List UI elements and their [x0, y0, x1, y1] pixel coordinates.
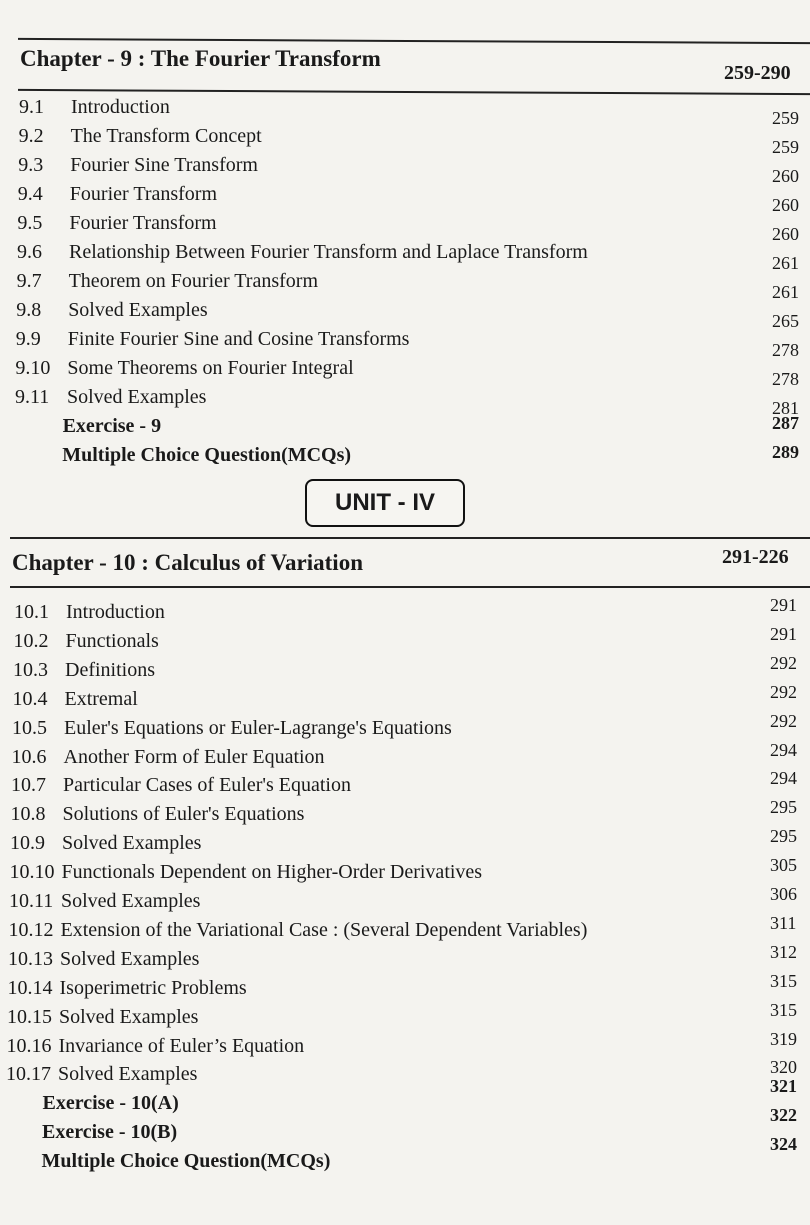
chapter-9-page-range: 259-290: [724, 62, 791, 84]
toc-entry-number: 10.14: [7, 976, 53, 999]
toc-entry-number: 10.2: [13, 629, 49, 652]
toc-entry: [18, 183, 217, 206]
toc-entry-label: Euler's Equations or Euler-Lagrange's Equations: [64, 716, 452, 739]
toc-entry-label: Solved Examples: [67, 386, 207, 408]
toc-entry-page: 292: [770, 681, 797, 702]
toc-extra-entry: Multiple Choice Question(MCQs): [41, 1150, 331, 1173]
toc-entry-number: 10.4: [12, 687, 48, 710]
toc-entry-number: 10.10: [9, 861, 55, 884]
toc-entry-number: 10.15: [7, 1005, 52, 1028]
unit-badge: UNIT - IV: [305, 479, 465, 527]
toc-entry-label: Solved Examples: [60, 947, 200, 970]
toc-entry-page: 292: [770, 710, 797, 731]
toc-entry: [8, 948, 199, 971]
toc-entry: [12, 746, 325, 769]
toc-entry: [15, 357, 353, 380]
toc-entry-number: 10.5: [12, 716, 47, 739]
toc-extra-page: 287: [772, 413, 799, 433]
toc-entry-label: Solved Examples: [62, 832, 202, 855]
toc-entry-number: 10.11: [9, 890, 54, 912]
toc-entry-label: Introduction: [66, 601, 165, 623]
chapter-10-title: Chapter - 10 : Calculus of Variation: [12, 550, 363, 575]
toc-entry: [7, 1035, 305, 1058]
toc-entry-number: 10.1: [14, 601, 49, 623]
toc-entry: [17, 241, 588, 264]
toc-entry-label: Particular Cases of Euler's Equation: [63, 774, 351, 797]
toc-entry: [12, 717, 452, 740]
toc-entry-label: Introduction: [71, 96, 170, 118]
toc-entry-label: Solved Examples: [59, 1005, 199, 1028]
toc-entry: [17, 270, 318, 293]
toc-entry-number: 9.5: [17, 212, 43, 234]
toc-entry-number: 10.13: [8, 947, 53, 970]
toc-extra-entry: Exercise - 9: [62, 415, 162, 437]
toc-entry-number: 10.7: [11, 774, 46, 797]
toc-entry-number: 9.6: [17, 241, 42, 263]
toc-extra-page: 324: [770, 1134, 797, 1155]
toc-entry: [10, 861, 483, 884]
toc-entry: [10, 832, 201, 855]
toc-entry-number: 10.8: [10, 803, 46, 826]
toc-entry: [11, 774, 351, 797]
chapter-10-page-range: 291-226: [722, 546, 789, 568]
toc-extra-entry: Exercise - 10(B): [42, 1121, 178, 1144]
toc-entry-page: 315: [770, 970, 797, 991]
toc-entry-number: 10.3: [13, 658, 48, 681]
toc-entry-page: 259: [772, 108, 799, 128]
chapter-9-top-rule: [18, 38, 810, 44]
toc-entry: [8, 977, 247, 1000]
toc-entry-number: 9.10: [15, 357, 51, 379]
toc-entry-label: Solutions of Euler's Equations: [62, 803, 305, 826]
toc-entry-page: 295: [770, 797, 797, 818]
toc-entry-page: 295: [770, 826, 797, 847]
toc-entry: [13, 659, 155, 682]
toc-entry-number: 10.6: [11, 745, 47, 768]
toc-entry-label: Fourier Sine Transform: [70, 154, 258, 176]
toc-entry-page: 315: [770, 999, 797, 1020]
toc-entry-page: 311: [770, 912, 797, 933]
toc-entry: [19, 125, 262, 148]
toc-entry: [9, 919, 588, 942]
toc-entry-number: 9.11: [15, 386, 50, 408]
toc-entry: [16, 328, 410, 351]
toc-entry-page: 278: [772, 340, 799, 360]
toc-entry-page: 292: [770, 652, 797, 673]
toc-entry-page: 261: [772, 282, 799, 302]
toc-entry-label: Finite Fourier Sine and Cosine Transforms: [67, 328, 410, 350]
toc-entry-page: 278: [772, 369, 799, 389]
toc-entry: [11, 803, 305, 826]
toc-entry: [6, 1063, 197, 1086]
toc-extra-entry: Multiple Choice Question(MCQs): [62, 444, 352, 466]
toc-entry: [14, 630, 159, 653]
toc-entry-page: 306: [770, 884, 797, 904]
toc-entry-page: 291: [770, 623, 797, 644]
toc-entry-page: 260: [772, 224, 799, 244]
toc-entry-page: 281: [772, 398, 799, 418]
toc-entry-label: Fourier Transform: [69, 212, 217, 234]
toc-entry: [9, 890, 200, 913]
toc-entry-page: 312: [770, 941, 797, 962]
toc-entry-number: 9.3: [18, 154, 44, 176]
toc-entry: [15, 386, 206, 409]
toc-entry-label: Extremal: [64, 687, 138, 710]
toc-entry-label: Definitions: [65, 658, 155, 681]
toc-entry: [19, 96, 170, 119]
toc-entry-page: 260: [772, 195, 799, 215]
toc-entry-number: 9.4: [17, 183, 43, 205]
toc-entry-label: Fourier Transform: [69, 183, 218, 205]
chapter-9-bottom-rule: [18, 89, 810, 95]
toc-entry-number: 10.16: [6, 1034, 52, 1057]
toc-entry-label: Isoperimetric Problems: [59, 976, 247, 999]
toc-entry: [13, 688, 138, 711]
toc-entry: [14, 601, 165, 624]
toc-extra-page: 321: [770, 1076, 797, 1097]
toc-entry-page: 265: [772, 311, 799, 331]
toc-entry-number: 9.9: [15, 328, 41, 350]
toc-entry: [16, 299, 207, 322]
toc-entry-page: 294: [770, 768, 797, 789]
toc-entry-label: Solved Examples: [61, 890, 201, 912]
toc-entry-label: The Transform Concept: [70, 125, 262, 147]
chapter-9-title: Chapter - 9 : The Fourier Transform: [20, 46, 381, 71]
toc-extra-page: 289: [772, 442, 799, 462]
toc-entry-label: Some Theorems on Fourier Integral: [67, 357, 354, 379]
toc-entry-label: Solved Examples: [58, 1063, 198, 1086]
toc-entry-number: 10.17: [6, 1063, 51, 1086]
toc-extra-page: 322: [770, 1105, 797, 1126]
toc-entry-page: 319: [770, 1028, 797, 1049]
toc-entry-label: Extension of the Variational Case : (Several Dependent Variables): [60, 918, 588, 941]
toc-entry-label: Functionals Dependent on Higher-Order Derivatives: [61, 861, 483, 884]
toc-entry-label: Solved Examples: [68, 299, 208, 321]
toc-entry-number: 9.7: [16, 270, 42, 292]
toc-entry: [7, 1006, 198, 1029]
toc-entry-number: 9.1: [19, 96, 44, 118]
toc-entry-page: 291: [770, 595, 797, 615]
toc-entry-label: Functionals: [65, 629, 159, 652]
toc-entry-label: Relationship Between Fourier Transform and Laplace Transform: [69, 241, 588, 263]
toc-entry: [17, 212, 216, 235]
chapter-10-bottom-rule: [10, 586, 810, 588]
toc-entry-page: 320: [770, 1057, 797, 1078]
toc-entry-label: Invariance of Euler’s Equation: [58, 1034, 305, 1057]
toc-entry-number: 9.8: [16, 299, 42, 321]
toc-entry-label: Theorem on Fourier Transform: [68, 270, 319, 292]
toc-entry-page: 261: [772, 253, 799, 273]
toc-extra-entry: Exercise - 10(A): [42, 1092, 179, 1115]
toc-entry-page: 259: [772, 137, 799, 157]
toc-entry-page: 305: [770, 855, 797, 876]
toc-entry-page: 260: [772, 166, 799, 186]
chapter-10-top-rule: [10, 537, 810, 539]
toc-entry-page: 294: [770, 739, 797, 760]
toc-entry-number: 10.12: [8, 918, 54, 941]
toc-entry-number: 10.9: [10, 832, 45, 855]
toc-entry-number: 9.2: [18, 125, 44, 147]
toc-entry-label: Another Form of Euler Equation: [63, 745, 325, 768]
toc-entry: [18, 154, 258, 177]
